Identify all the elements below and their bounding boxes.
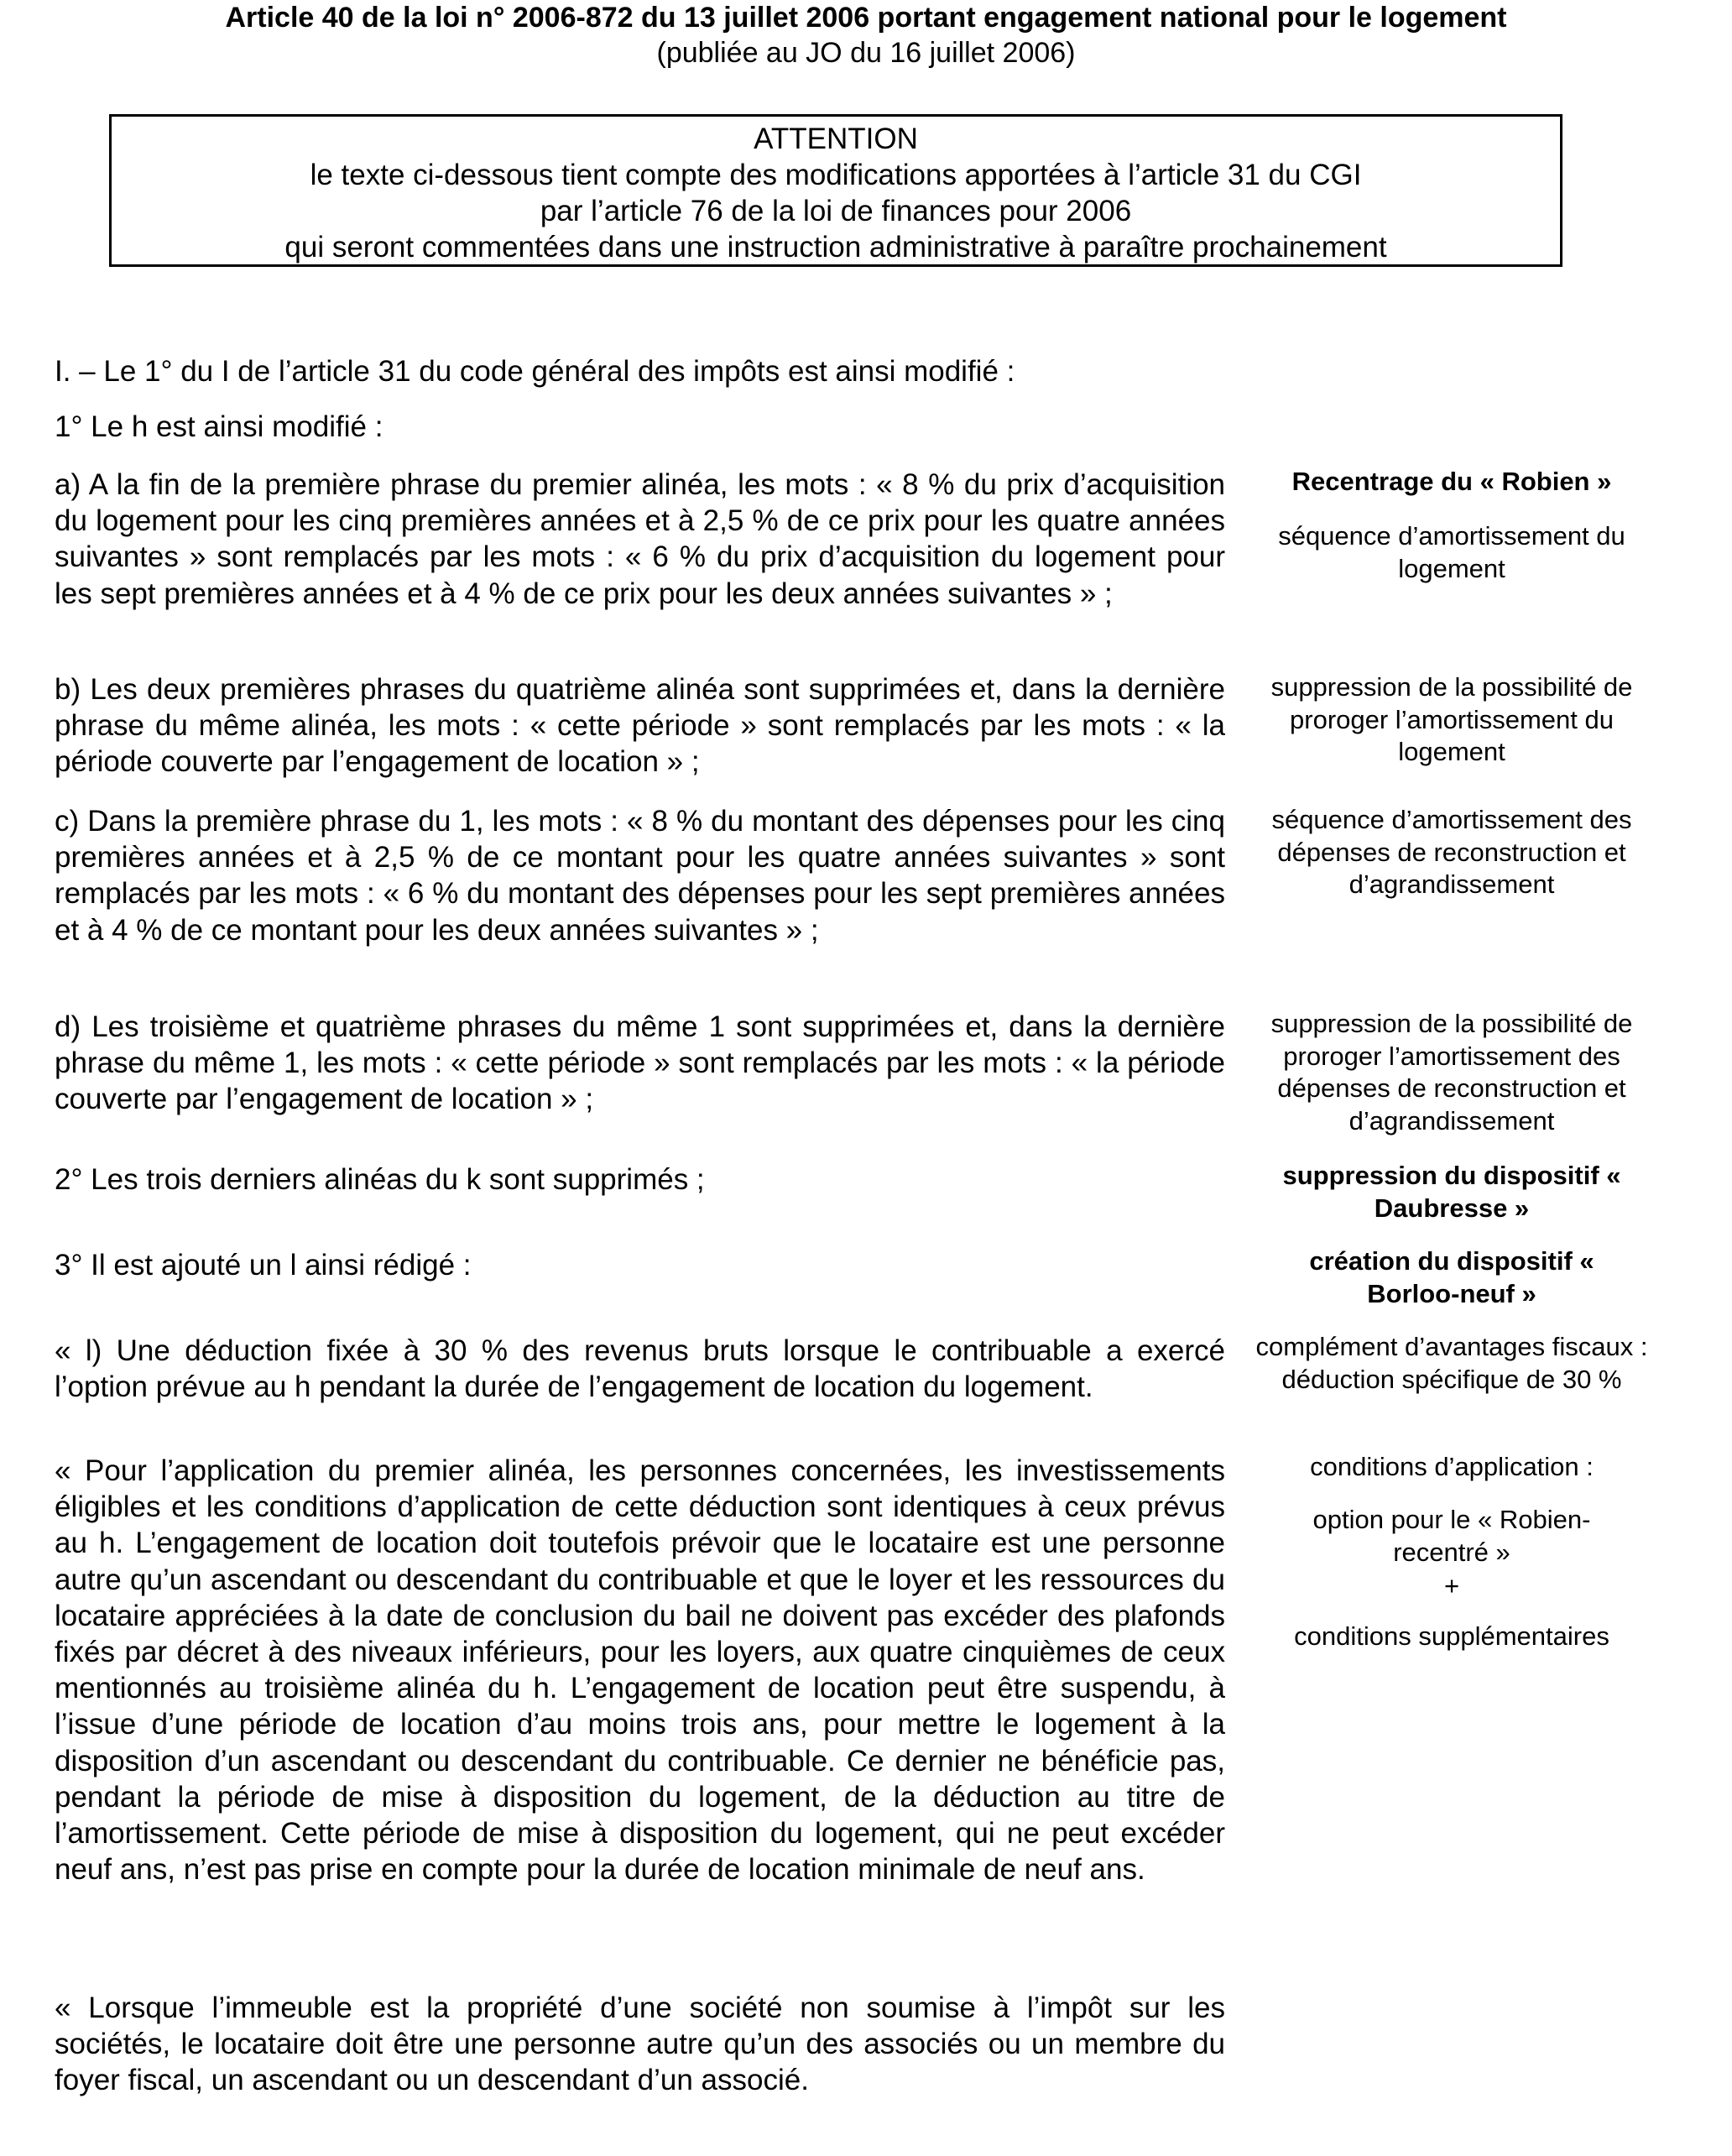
- attention-line-2: par l’article 76 de la loi de finances pour 2006: [540, 195, 1132, 227]
- paragraph-intro: I. – Le 1° du I de l’article 31 du code général des impôts est ainsi modifié :: [55, 355, 1015, 388]
- note-complement: complément d’avantages fiscaux : déduction spécifique de 30 %: [1255, 1332, 1648, 1394]
- paragraph-b: b) Les deux premières phrases du quatrième alinéa sont supprimées et, dans la dernière phrase du même alinéa, les mots : « cette période » sont remplacés par les mots : « la période couverte par l’engagement de location » ;: [55, 673, 1225, 779]
- attention-box: [109, 114, 1562, 267]
- paragraph-c: c) Dans la première phrase du 1, les mots : « 8 % du montant des dépenses pour les cinq premières années et à 2,5 % de ce montant pour les quatre années suivantes » sont remplacés par les mots : « 6 % du montant des dépenses pour les sept premières années et à 4 % de ce montant pour les deux années suivantes » ;: [55, 805, 1225, 947]
- attention-heading: ATTENTION: [754, 123, 918, 155]
- attention-line-3: qui seront commentées dans une instruction administrative à paraître prochainement: [284, 231, 1387, 264]
- note-creation-borloo: création du dispositif « Borloo-neuf »: [1309, 1246, 1594, 1308]
- note-suppression-proroger-depenses: suppression de la possibilité de proroger l’amortissement des dépenses de reconstruction et d’agrandissement: [1270, 1009, 1633, 1135]
- paragraph-lorsque: « Lorsque l’immeuble est la propriété d’une société non soumise à l’impôt sur les sociétés, le locataire doit être une personne autre qu’un des associés ou un membre du foyer fiscal, un ascendant ou un descendant d’un associé.: [55, 1992, 1225, 2097]
- paragraph-1: 1° Le h est ainsi modifié :: [55, 410, 383, 443]
- note-suppression-daubresse: suppression du dispositif « Daubresse »: [1282, 1161, 1621, 1223]
- note-option-robien: option pour le « Robien-recentré »: [1312, 1505, 1591, 1567]
- paragraph-2: 2° Les trois derniers alinéas du k sont supprimés ;: [55, 1163, 705, 1196]
- paragraph-d: d) Les troisième et quatrième phrases du même 1 sont supprimées et, dans la dernière phrase du même 1, les mots : « cette période » sont remplacés par les mots : « la période couverte par l’engagement de location » ;: [55, 1010, 1225, 1116]
- paragraph-a: a) A la fin de la première phrase du premier alinéa, les mots : « 8 % du prix d’acquisition du logement pour les cinq premières années et à 2,5 % de ce prix pour les quatre années suivantes » sont remplacés par les mots : « 6 % du prix d’acquisition du logement pour les sept premières années et à 4 % de ce prix pour les deux années suivantes » ;: [55, 468, 1225, 610]
- document-subtitle: (publiée au JO du 16 juillet 2006): [656, 37, 1076, 69]
- paragraph-3: 3° Il est ajouté un l ainsi rédigé :: [55, 1249, 472, 1282]
- paragraph-l: « l) Une déduction fixée à 30 % des revenus bruts lorsque le contribuable a exercé l’option prévue au h pendant la durée de l’engagement de location du logement.: [55, 1334, 1225, 1404]
- attention-line-1: le texte ci-dessous tient compte des modifications apportées à l’article 31 du CGI: [310, 159, 1362, 191]
- note-sequence-logement: séquence d’amortissement du logement: [1278, 521, 1625, 583]
- paragraph-pour: « Pour l’application du premier alinéa, les personnes concernées, les investissements éligibles et les conditions d’application de cette déduction sont identiques à ceux prévus au h. L’engagement de location doit toutefois prévoir que le locataire est une personne autre qu’un ascendant ou descendant du contribuable et que le loyer et les ressources du locataire appréciées à la date de conclusion du bail ne doivent pas excéder des plafonds fixés par décret à des niveaux inférieurs, pour les loyers, aux quatre cinquièmes de ceux mentionnés au troisième alinéa du h. L’engagement de location peut être suspendu, à l’issue d’une période de location d’au moins trois ans, pour mettre le logement à la disposition d’un ascendant ou descendant du contribuable. Ce dernier ne bénéficie pas, pendant la période de mise à disposition du logement, de la déduction au titre de l’amortissement. Cette période de mise à disposition du logement, qui ne peut excéder neuf ans, n’est pas prise en compte pour la durée de location minimale de neuf ans.: [55, 1454, 1225, 1887]
- note-sequence-depenses: séquence d’amortissement des dépenses de reconstruction et d’agrandissement: [1271, 805, 1632, 899]
- note-plus: +: [1443, 1571, 1460, 1600]
- note-conditions-supp: conditions supplémentaires: [1294, 1621, 1609, 1651]
- note-conditions-title: conditions d’application :: [1310, 1452, 1594, 1481]
- document-title: Article 40 de la loi n° 2006-872 du 13 juillet 2006 portant engagement national pour le logement: [225, 2, 1507, 34]
- note-recentrage: Recentrage du « Robien »: [1291, 467, 1612, 496]
- note-suppression-proroger-logement: suppression de la possibilité de proroger l’amortissement du logement: [1270, 672, 1633, 766]
